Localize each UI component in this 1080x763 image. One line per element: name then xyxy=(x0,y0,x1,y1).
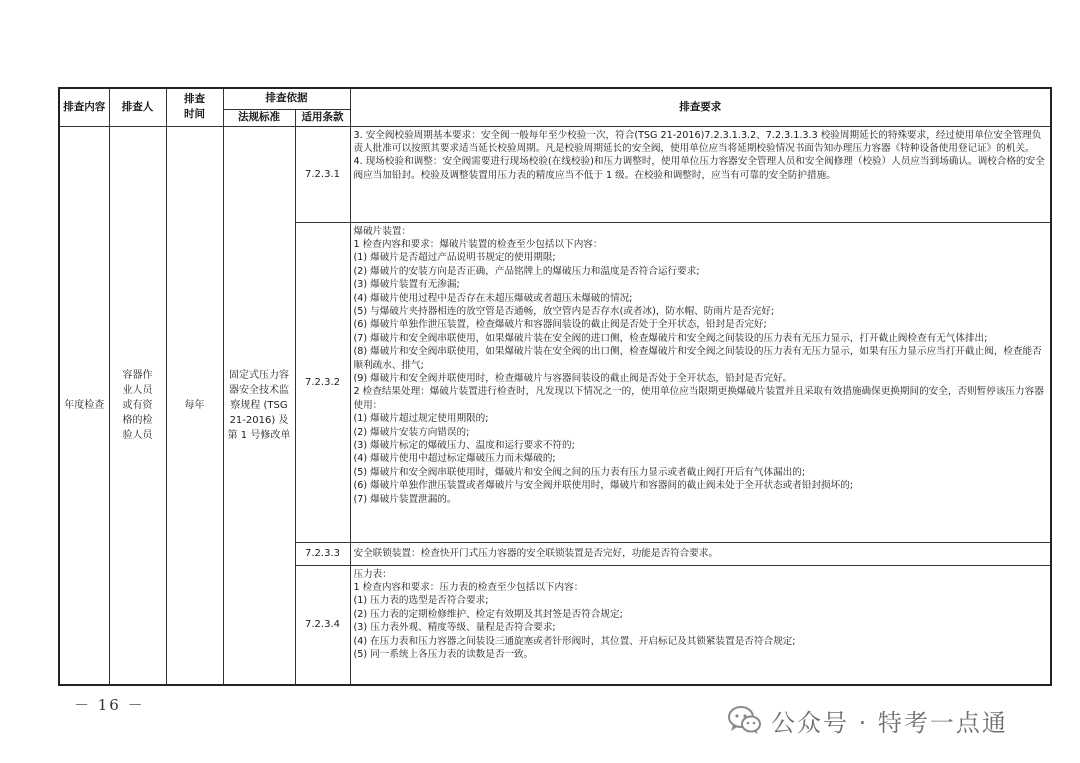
requirement-line: (4) 爆破片使用过程中是否存在未超压爆破或者超压未爆破的情况; xyxy=(353,292,633,304)
requirement-line: 4. 现场校验和调整：安全阀需要进行现场校验(在线校验)和压力调整时，使用单位压力容器安全管理人员和安全阀修理（校验）人员应当到场确认。调校合格的安全阀应当加铅封。校验及调整装置用压力表的精度应当不低于 1 级。在校验和调整时，应当有可靠的安全防护措施。 xyxy=(353,156,1045,181)
requirement-line: (1) 爆破片超过规定使用期限的; xyxy=(353,413,489,425)
requirement-line: (6) 爆破片单独作泄压装置或者爆破片与安全阀并联使用时，爆破片和容器间的截止阀未处于全开状态或者铅封损坏的; xyxy=(353,480,854,492)
requirement-line: (8) 爆破片和安全阀串联使用，如果爆破片装在安全阀的出口侧，检查爆破片和安全阀之间装设的压力表有无压力显示，如果有压力显示应当打开截止阀，检查能否顺利疏水、排气; xyxy=(353,346,1042,371)
header-requirement: 排查要求 xyxy=(350,88,1051,126)
clause-cell: 7.2.3.2 xyxy=(295,222,350,542)
requirement-line: 压力表： xyxy=(353,568,392,580)
watermark-text: 公众号 · 特考一点通 xyxy=(771,708,1008,737)
clause-cell: 7.2.3.3 xyxy=(295,542,350,565)
watermark xyxy=(727,704,1008,736)
person-cell xyxy=(109,126,166,685)
requirement-line: 安全联锁装置：检查快开门式压力容器的安全联锁装置是否完好，功能是否符合要求。 xyxy=(353,547,719,559)
requirement-cell xyxy=(350,126,1051,222)
requirement-line: 1 检查内容和要求：压力表的检查至少包括以下内容： xyxy=(353,581,584,593)
header-item: 排查内容 xyxy=(59,88,109,126)
page-number: － 16 － xyxy=(74,696,145,714)
requirement-line: (7) 爆破片装置泄漏的。 xyxy=(353,493,457,505)
requirement-line: (9) 爆破片和安全阀并联使用时，检查爆破片与容器间装设的截止阀是否处于全开状态，铅封是否完好。 xyxy=(353,372,793,384)
requirement-line: 3. 安全阀校验周期基本要求：安全阀一般每年至少校验一次，符合(TSG 21-2016)7.2.3.1.3.2、7.2.3.1.3.3 校验周期延长的特殊要求，经过使用单位安全管理负责人批准可以按照其要求适当延长校验周期。凡是校验周期延长的安全阀，使用单位应当将延期校验情况书面告知办理压力容器《特种设备使用登记证》的机关。 xyxy=(353,129,1042,154)
requirement-cell xyxy=(350,542,1051,565)
standard-cell xyxy=(223,126,295,685)
header-row xyxy=(59,88,1051,109)
clause-cell: 7.2.3.1 xyxy=(295,126,350,222)
requirement-line: (3) 压力表外观、精度等级、量程是否符合要求; xyxy=(353,622,556,634)
requirement-line: (2) 爆破片安装方向错误的; xyxy=(353,426,470,438)
requirement-line: (4) 在压力表和压力容器之间装设三通旋塞或者针形阀时，其位置、开启标记及其锁紧装置是否符合规定; xyxy=(353,635,796,647)
requirement-line: (1) 爆破片是否超过产品说明书规定的使用期限; xyxy=(353,252,556,264)
requirement-line: (6) 爆破片单独作泄压装置，检查爆破片和容器间装设的截止阀是否处于全开状态，铅封是否完好; xyxy=(353,319,767,331)
requirement-line: (5) 爆破片和安全阀串联使用时，爆破片和安全阀之间的压力表有压力显示或者截止阀打开后有气体漏出的; xyxy=(353,466,806,478)
requirement-line: (2) 压力表的定期检修维护、检定有效期及其封签是否符合规定; xyxy=(353,608,623,620)
requirement-line: (2) 爆破片的安装方向是否正确，产品铭牌上的爆破压力和温度是否符合运行要求; xyxy=(353,265,700,277)
requirement-line: (3) 爆破片装置有无渗漏; xyxy=(353,279,460,291)
table-row xyxy=(59,126,1051,222)
header-person: 排查人 xyxy=(109,88,166,126)
item-cell: 年度检查 xyxy=(59,126,109,685)
requirement-cell xyxy=(350,565,1051,685)
requirement-line: 爆破片装置： xyxy=(353,225,412,237)
header-time-text: 排查 时间 xyxy=(184,93,205,121)
requirement-line: (3) 爆破片标定的爆破压力、温度和运行要求不符的; xyxy=(353,440,575,451)
requirement-line: 2 检查结果处理：爆破片装置进行检查时，凡发现以下情况之一的，使用单位应当限期更换爆破片装置并且采取有效措施确保更换期间的安全，否则暂停该压力容器使用： xyxy=(353,386,1044,411)
clause-cell: 7.2.3.4 xyxy=(295,565,350,685)
header-time xyxy=(166,88,223,126)
requirement-cell xyxy=(350,222,1051,542)
requirement-line: 1 检查内容和要求：爆破片装置的检查至少包括以下内容： xyxy=(353,238,603,250)
requirement-line: (5) 同一系统上各压力表的读数是否一致。 xyxy=(353,648,534,660)
header-standard: 法规标准 xyxy=(223,109,295,126)
time-cell: 每年 xyxy=(166,126,223,685)
header-basis: 排查依据 xyxy=(223,88,350,109)
header-clause: 适用条款 xyxy=(295,109,350,126)
inspection-table xyxy=(58,87,1052,686)
requirement-line: (5) 与爆破片夹持器相连的放空管是否通畅，放空管内是否存水(或者冰)，防水帽、防雨片是否完好; xyxy=(353,305,775,317)
requirement-line: (4) 爆破片使用中超过标定爆破压力而未爆破的; xyxy=(353,453,556,465)
requirement-line: (7) 爆破片和安全阀串联使用，如果爆破片装在安全阀的进口侧，检查爆破片和安全阀之间装设的压力表有无压力显示，打开截止阀检查有无气体排出; xyxy=(353,332,988,344)
requirement-line: (1) 压力表的选型是否符合要求; xyxy=(353,595,489,607)
person-text: 容器作 业人员 或有资 格的检 验人员 xyxy=(122,369,153,441)
wechat-icon xyxy=(727,705,763,735)
standard-text: 固定式压力容 器安全技术监 察规程 (TSG 21-2016) 及 第 1 号修改单 xyxy=(227,369,291,441)
